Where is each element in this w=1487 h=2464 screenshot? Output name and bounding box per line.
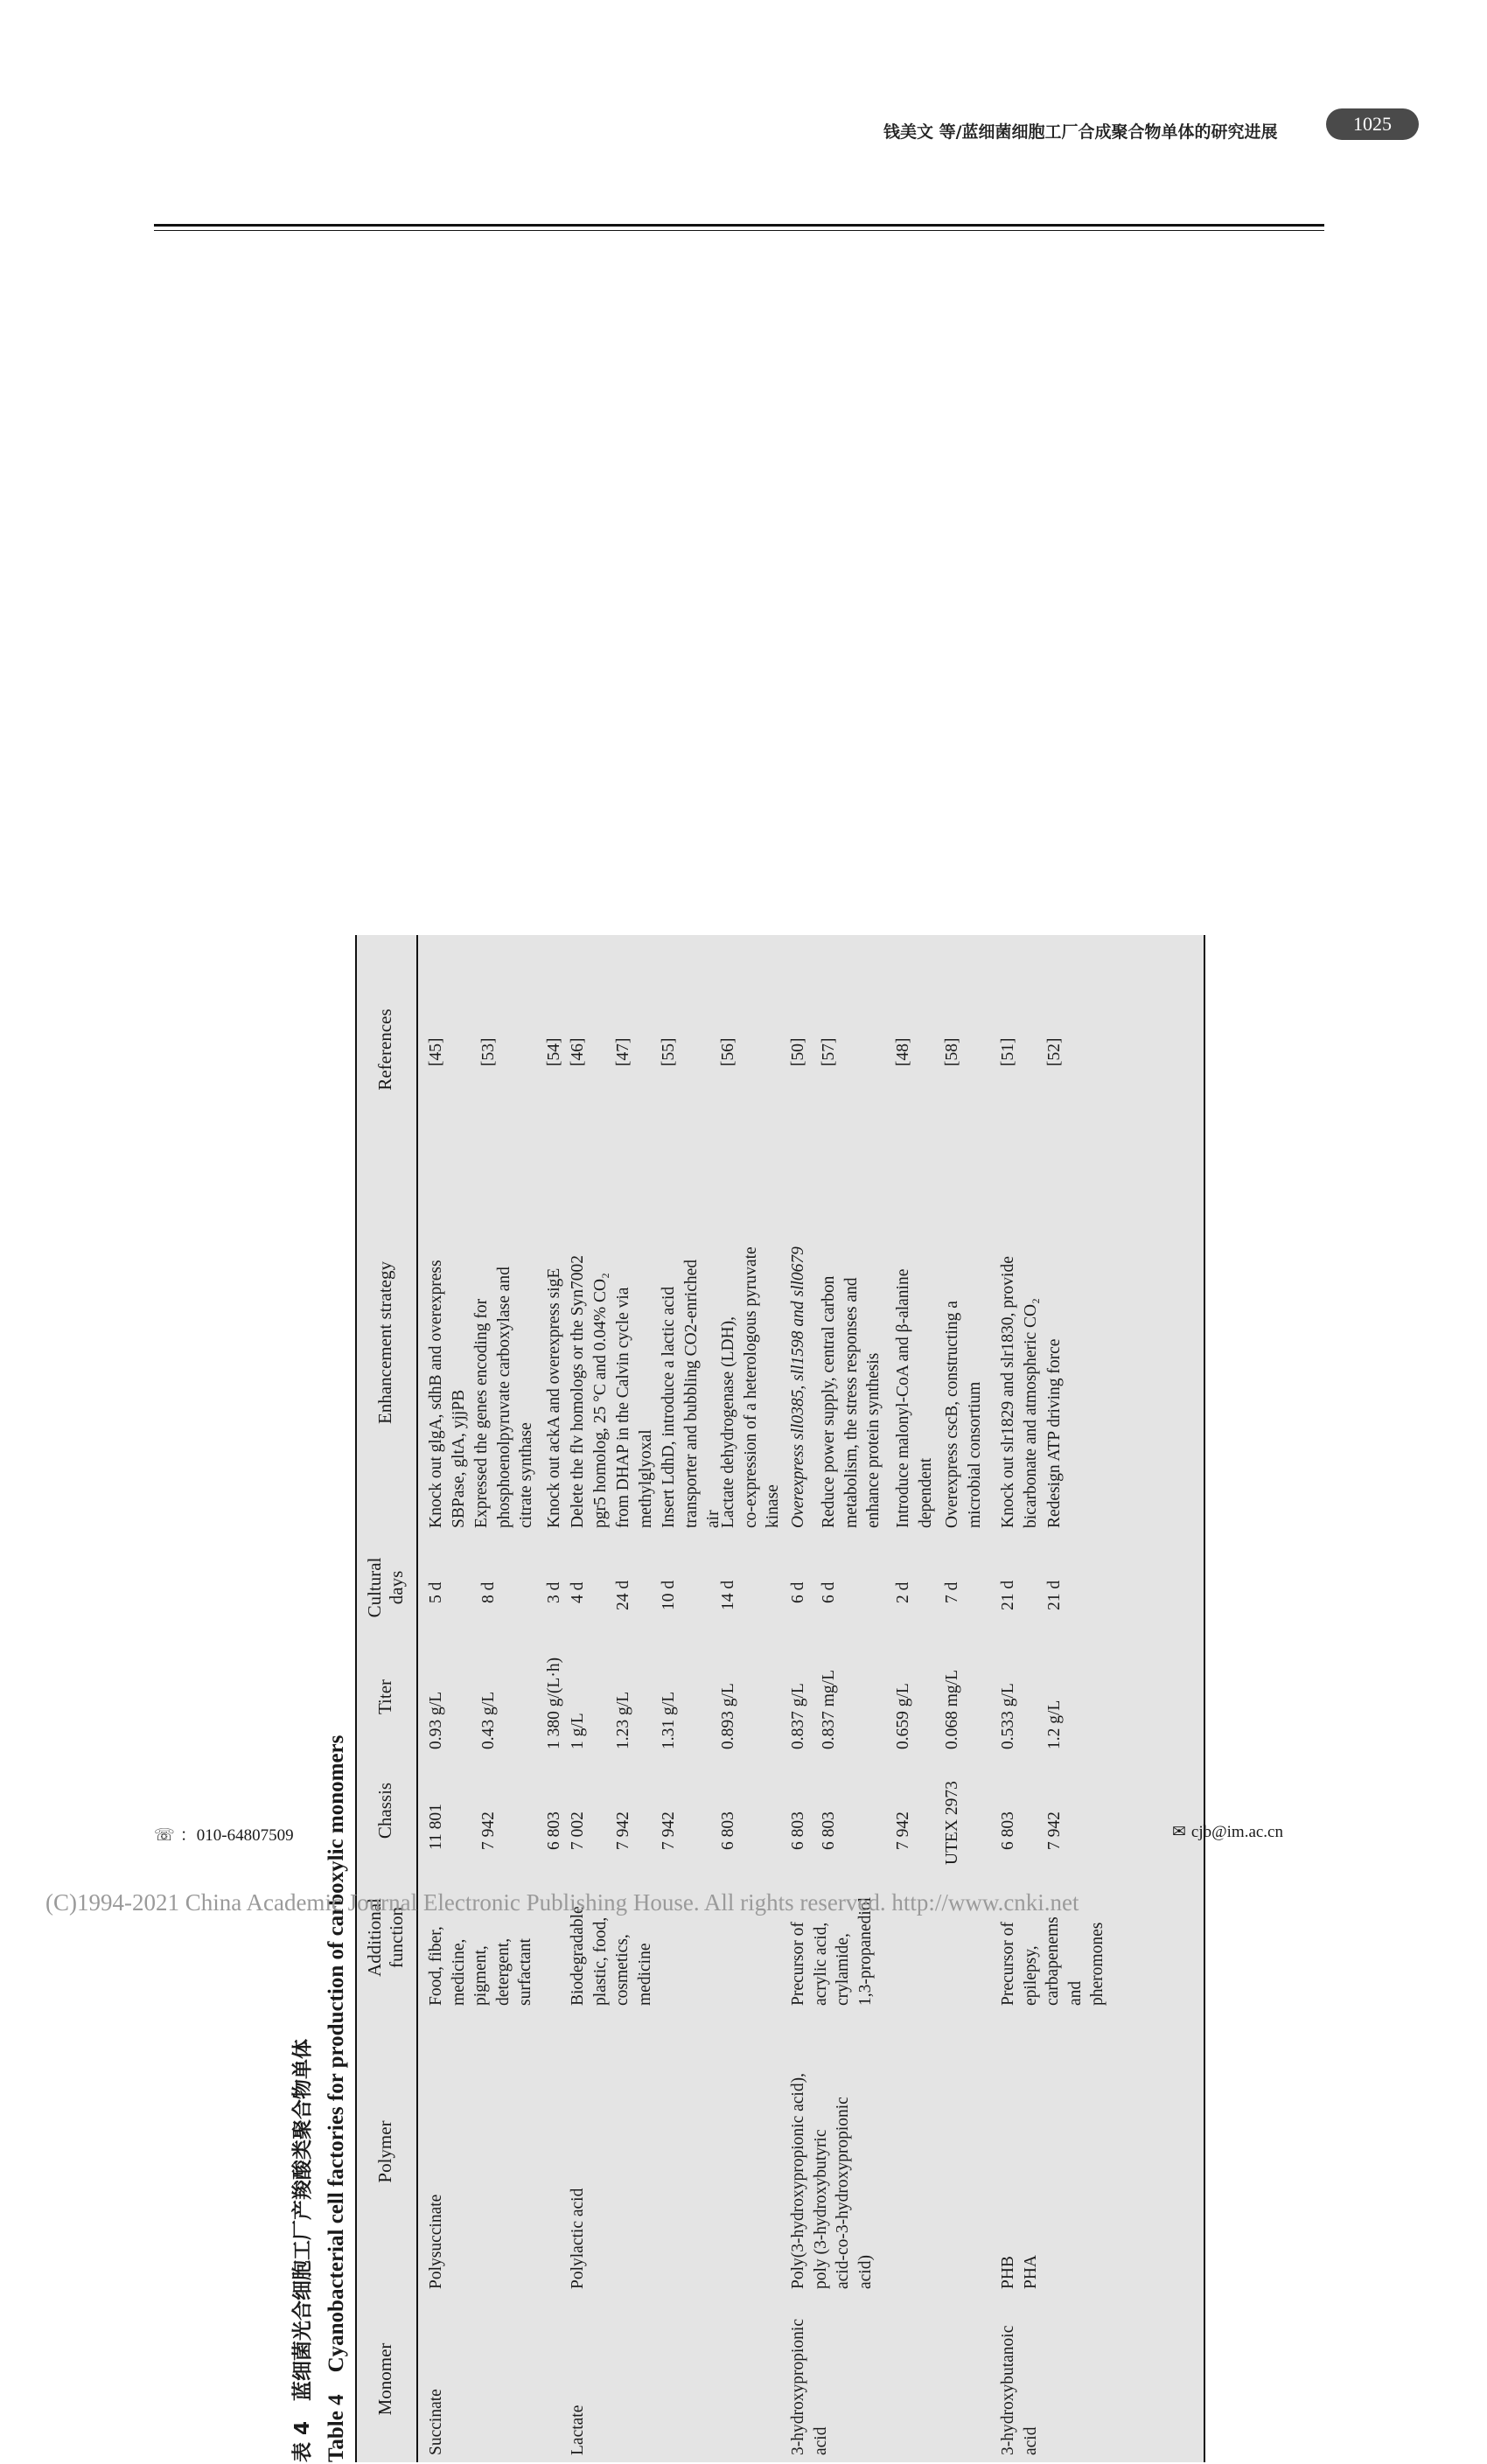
footer-phone (154, 1822, 294, 1846)
cell-days: 24 d (614, 1580, 632, 1610)
cell-chassis: 7 002 (569, 1811, 587, 1850)
cell-strategy: Insert LdhD, introduce a lactic acid transporter and bubbling CO2-enriched air (660, 1259, 723, 1528)
cell-function: Biodegradable plastic, food, cosmetics, medicine (569, 1906, 654, 2006)
phone-icon: ☏ (154, 1826, 175, 1845)
cell-chassis: 6 803 (719, 1811, 737, 1850)
cell-days: 14 d (719, 1580, 737, 1610)
cell-chassis: UTEX 2973 (943, 1781, 961, 1865)
cell-strategy: Expressed the genes encoding for phosphoenolpyruvate carboxylase and citrate synthase (472, 1267, 535, 1528)
cell-strategy: Introduce malonyl-CoA and β-alanine dependent (894, 1268, 935, 1528)
cell-reference: [47] (614, 1037, 632, 1066)
cell-chassis: 6 803 (789, 1811, 807, 1850)
cell-chassis: 7 942 (614, 1811, 632, 1850)
cell-polymer: Polylactic acid (569, 2188, 587, 2289)
column-header-references: References (374, 1009, 395, 1091)
header-rule (154, 224, 1324, 227)
cell-polymer: Poly(3-hydroxypropionic acid), poly (3-hydroxybutyric acid-co-3-hydroxypropionic acid) (789, 2073, 875, 2289)
cell-reference: [50] (789, 1037, 807, 1066)
cell-chassis: 11 801 (427, 1804, 445, 1850)
cell-monomer: 3-hydroxybutanoic acid (999, 2325, 1040, 2455)
cell-days: 7 d (943, 1581, 961, 1603)
cell-days: 3 d (545, 1581, 563, 1603)
cell-reference: [46] (569, 1037, 587, 1066)
cell-reference: [54] (545, 1037, 563, 1066)
cell-polymer: PHB PHA (999, 2254, 1040, 2289)
cell-function: Precursor of acrylic acid, crylamide, 1,3-propanediol (789, 1896, 875, 2006)
cell-chassis: 7 942 (660, 1811, 678, 1850)
cell-titer: 0.893 g/L (719, 1683, 737, 1749)
cell-days: 21 d (1045, 1580, 1064, 1610)
cell-reference: [56] (719, 1037, 737, 1066)
copyright-notice: (C)1994-2021 China Academic Journal Electronic Publishing House. All rights reserved. http://www.cnki.net (45, 1889, 1079, 1916)
cell-chassis: 6 803 (820, 1811, 838, 1850)
table-caption-cn: 表 4 蓝细菌光合细胞工厂产羧酸类聚合物单体 (291, 2038, 314, 2462)
cell-reference: [55] (660, 1037, 678, 1066)
cell-function: Precursor of epilepsy, carbapenems and pheromones (999, 1916, 1107, 2006)
cell-days: 2 d (894, 1581, 912, 1603)
cell-chassis: 6 803 (545, 1811, 563, 1850)
phone-number: ：010-64807509 (179, 1826, 294, 1845)
column-header-chassis: Chassis (374, 1782, 395, 1839)
page-number-badge: 1025 (1326, 108, 1419, 140)
cell-polymer: Polysuccinate (427, 2194, 445, 2289)
envelope-icon: ✉ (1172, 1823, 1186, 1841)
cell-days: 5 d (427, 1581, 445, 1603)
cell-chassis: 7 942 (1045, 1811, 1064, 1850)
cell-reference: [45] (427, 1037, 445, 1066)
cell-strategy: Reduce power supply, central carbon metabolism, the stress responses and enhance protein synthesis (820, 1275, 883, 1528)
column-header-days: Cultural days (364, 1557, 407, 1618)
cell-days: 21 d (999, 1580, 1017, 1610)
cell-strategy: Knock out glgA, sdhB and overexpress SBPase, gltA, yjjPB (427, 1260, 468, 1528)
column-header-titer: Titer (374, 1679, 395, 1715)
cell-reference: [57] (820, 1037, 838, 1066)
column-header-monomer: Monomer (374, 2342, 395, 2416)
column-header-function: Additional function (364, 1898, 407, 1977)
cell-function: Food, fiber, medicine, pigment, detergent, surfactant (427, 1926, 534, 2006)
column-header-polymer: Polymer (374, 2120, 395, 2183)
cell-titer: 0.533 g/L (999, 1683, 1017, 1749)
cell-monomer: Lactate (569, 2405, 587, 2455)
cell-titer: 1.31 g/L (660, 1691, 678, 1749)
cell-monomer: 3-hydroxypropionic acid (789, 2319, 830, 2455)
cell-titer: 0.837 g/L (789, 1683, 807, 1749)
cell-titer: 0.659 g/L (894, 1683, 912, 1749)
cell-titer: 0.93 g/L (427, 1691, 445, 1749)
cell-reference: [48] (894, 1037, 912, 1066)
header-rule-thin (154, 230, 1324, 231)
cell-strategy: Overexpress sll0385, sll1598 and sll0679 (789, 1246, 807, 1528)
cell-strategy: Delete the flv homologs or the Syn7002 pgr5 homolog, 25 °C and 0.04% CO₂ (569, 1255, 610, 1528)
cell-titer: 0.068 mg/L (943, 1670, 961, 1749)
cell-chassis: 7 942 (894, 1811, 912, 1850)
cell-days: 10 d (660, 1580, 678, 1610)
data-table (355, 935, 1205, 2462)
cell-reference: [51] (999, 1037, 1017, 1066)
rotated-table-area (283, 935, 1202, 2464)
cell-titer: 0.43 g/L (479, 1691, 498, 1749)
cell-strategy: Overexpress cscB, constructing a microbial consortium (943, 1301, 984, 1528)
running-title: 钱美文 等/蓝细菌细胞工厂合成聚合物单体的研究进展 (883, 122, 1278, 142)
cell-reference: [53] (479, 1037, 498, 1066)
column-header-strategy: Enhancement strategy (374, 1261, 395, 1425)
cell-days: 8 d (479, 1581, 498, 1603)
cell-days: 4 d (569, 1581, 587, 1603)
cell-strategy: Lactate dehydrogenase (LDH), co-expression of a heterologous pyruvate kinase (719, 1246, 782, 1528)
cell-days: 6 d (820, 1581, 838, 1603)
cell-chassis: 6 803 (999, 1811, 1017, 1850)
cell-titer: 1 g/L (569, 1713, 587, 1749)
cell-titer: 1.23 g/L (614, 1691, 632, 1749)
cell-strategy: Knock out ackA and overexpress sigE (545, 1267, 563, 1528)
cell-days: 6 d (789, 1581, 807, 1603)
cell-strategy: from DHAP in the Calvin cycle via methylglyoxal (614, 1287, 655, 1528)
cell-strategy: Redesign ATP driving force (1045, 1338, 1064, 1528)
cell-titer: 1 380 g/(L·h) (545, 1657, 563, 1749)
cell-chassis: 7 942 (479, 1811, 498, 1850)
table-caption-en: Table 4 Cyanobacterial cell factories for production of carboxylic monomers (325, 1735, 348, 2462)
footer-email (1172, 1822, 1283, 1842)
cell-titer: 0.837 mg/L (820, 1670, 838, 1749)
cell-monomer: Succinate (427, 2389, 445, 2455)
email-address: cjb@im.ac.cn (1190, 1823, 1283, 1841)
header-divider (416, 935, 418, 2462)
cell-reference: [52] (1045, 1037, 1064, 1066)
cell-strategy: Knock out slr1829 and slr1830, provide bicarbonate and atmospheric CO₂ (999, 1256, 1040, 1528)
cell-titer: 1.2 g/L (1045, 1700, 1064, 1749)
cell-reference: [58] (943, 1037, 961, 1066)
